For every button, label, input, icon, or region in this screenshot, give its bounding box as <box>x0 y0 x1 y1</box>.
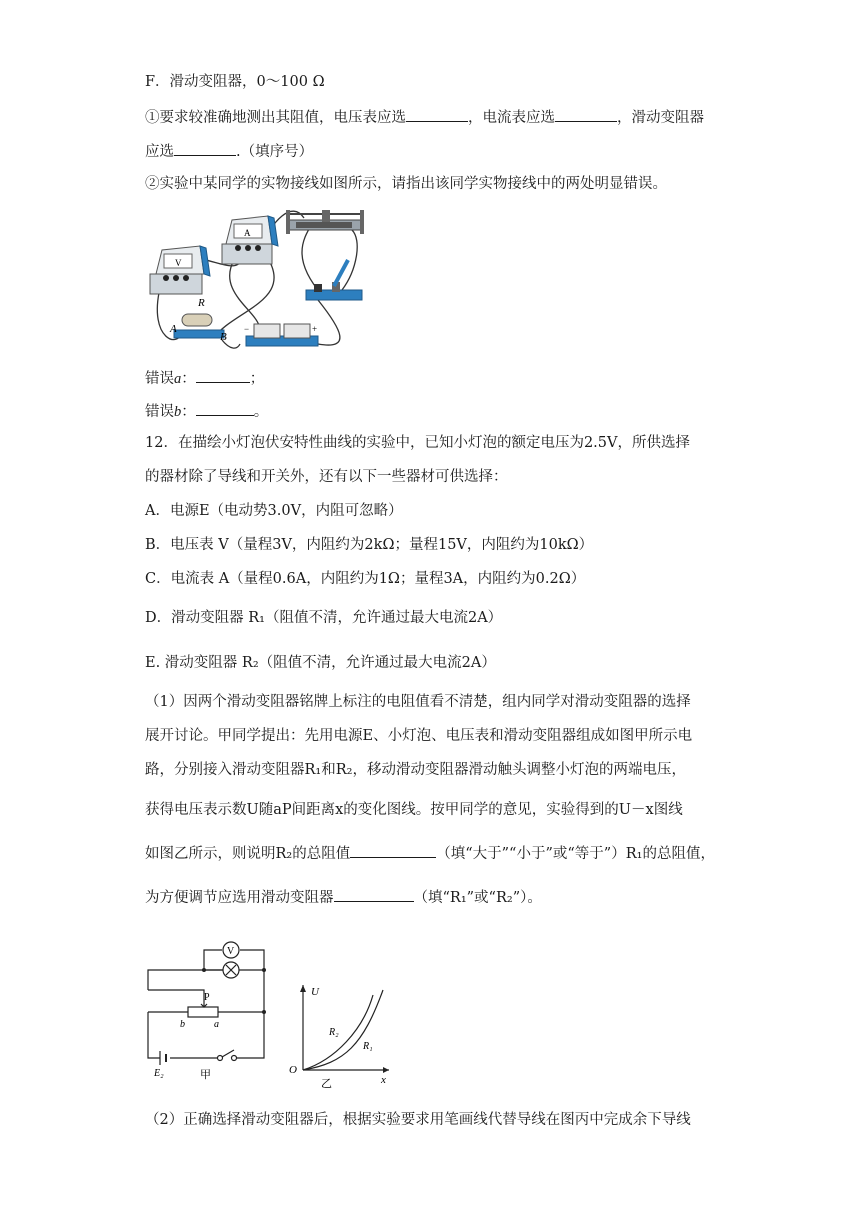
error-a-var: a <box>174 371 182 387</box>
q12-option-c: C．电流表 A（量程0.6A，内阻约为1Ω；量程3A，内阻约为0.2Ω） <box>145 571 586 587</box>
q12-part1-line6-b: （填“R₁”或“R₂”）。 <box>413 890 542 906</box>
option-f: F．滑动变阻器，0～100 Ω <box>145 74 325 90</box>
source-label: E₂ <box>154 1068 164 1079</box>
q1-text-e: .（填序号） <box>236 144 314 160</box>
error-b-line <box>145 400 268 422</box>
point-b-label: B <box>220 331 227 343</box>
q12-option-e: E. 滑动变阻器 R₂（阻值不清，允许通过最大电流2A） <box>145 655 496 671</box>
error-b-colon: ： <box>181 404 196 420</box>
end-b-label: b <box>180 1019 185 1030</box>
error-a-line <box>145 367 264 389</box>
blank-voltmeter[interactable] <box>406 106 468 122</box>
resistor-label: R <box>198 297 205 309</box>
q1-text-c: ，滑动变阻器 <box>617 110 704 126</box>
blank-ammeter[interactable] <box>555 106 617 122</box>
ammeter-symbol: A <box>244 228 251 238</box>
q12-part1-line6-a: 为方便调节应选用滑动变阻器 <box>145 890 334 906</box>
ammeter-meter <box>222 216 278 264</box>
x-axis-label: x <box>381 1074 386 1086</box>
q12-option-b: B．电压表 V（量程3V，内阻约为2kΩ；量程15V，内阻约为10kΩ） <box>145 537 594 553</box>
error-a-label: 错误 <box>145 371 174 387</box>
q12-part1-line2: 展开讨论。甲同学提出：先用电源E、小灯泡、电压表和滑动变阻器组成如图甲所示电 <box>145 728 693 744</box>
resistor-device <box>169 297 227 343</box>
q12-stem-1: 12．在描绘小灯泡伏安特性曲线的实验中，已知小灯泡的额定电压为2.5V，所供选择 <box>145 435 690 451</box>
curve-r1-label: R₁ <box>363 1041 373 1052</box>
q12-part1-line5-b: （填“大于”“小于”或“等于”）R₁的总阻值， <box>436 846 715 862</box>
curve-r2-label: R₂ <box>329 1027 339 1038</box>
q12-part1-line5 <box>145 842 715 864</box>
error-a-end: ； <box>249 371 265 387</box>
blank-rheostat[interactable] <box>174 140 236 156</box>
voltmeter-meter <box>150 246 210 294</box>
q12-part1-line4: 获得电压表示数U随aP间距离x的变化图线。按甲同学的意见，实验得到的U－x图线 <box>145 802 683 818</box>
end-a-label: a <box>214 1019 219 1030</box>
error-a-colon: ： <box>181 371 196 387</box>
q1-sentence-cont <box>145 140 313 162</box>
q12-part1-line1: （1）因两个滑动变阻器铭牌上标注的电阻值看不清楚，组内同学对滑动变阻器的选择 <box>145 694 691 710</box>
q12-part2: （2）正确选择滑动变阻器后，根据实验要求用笔画线代替导线在图丙中完成余下导线 <box>145 1112 691 1128</box>
origin-label: O <box>289 1064 297 1076</box>
voltmeter-v-label: V <box>227 946 235 957</box>
error-b-end: 。 <box>253 404 269 420</box>
q1-sentence <box>145 106 704 128</box>
q1-text-d: 应选 <box>145 144 174 160</box>
rheostat-symbol <box>188 1007 218 1017</box>
q12-part1-line5-a: 如图乙所示，则说明R₂的总阻值 <box>145 846 351 862</box>
voltmeter-symbol: V <box>175 258 182 268</box>
q1-text-a: ①要求较准确地测出其阻值，电压表应选 <box>145 110 406 126</box>
blank-rheostat-choice[interactable] <box>334 886 414 902</box>
blank-error-a[interactable] <box>196 367 250 383</box>
blank-error-b[interactable] <box>196 400 254 416</box>
q12-option-a: A．电源E（电动势3.0V，内阻可忽略） <box>145 503 403 519</box>
blank-r2-compare[interactable] <box>350 842 436 858</box>
plus-sign: + <box>312 324 318 334</box>
figure-yi-graph <box>285 975 395 1090</box>
point-a-label: A <box>170 323 177 335</box>
rheostat-device <box>286 210 364 234</box>
circuit-photo-figure <box>142 200 366 356</box>
error-b-var: b <box>174 404 182 420</box>
minus-sign: − <box>244 324 250 334</box>
q12-stem-2: 的器材除了导线和开关外，还有以下一些器材可供选择： <box>145 469 508 485</box>
q12-part1-line3: 路，分别接入滑动变阻器R₁和R₂，移动滑动变阻器滑动触头调整小灯泡的两端电压， <box>145 762 686 778</box>
q1-text-b: ，电流表应选 <box>468 110 555 126</box>
figure-yi-caption: 乙 <box>321 1077 332 1090</box>
slider-label: P <box>204 992 210 1003</box>
q12-option-d: D．滑动变阻器 R₁（阻值不清，允许通过最大电流2A） <box>145 610 503 626</box>
q12-part1-line6 <box>145 886 542 908</box>
battery-holder <box>244 324 318 346</box>
figure-jia-circuit <box>140 930 280 1080</box>
error-b-label: 错误 <box>145 404 174 420</box>
figure-jia-caption: 甲 <box>200 1068 211 1080</box>
q2-sentence: ②实验中某同学的实物接线如图所示，请指出该同学实物接线中的两处明显错误。 <box>145 176 667 192</box>
y-axis-label: U <box>311 986 319 998</box>
